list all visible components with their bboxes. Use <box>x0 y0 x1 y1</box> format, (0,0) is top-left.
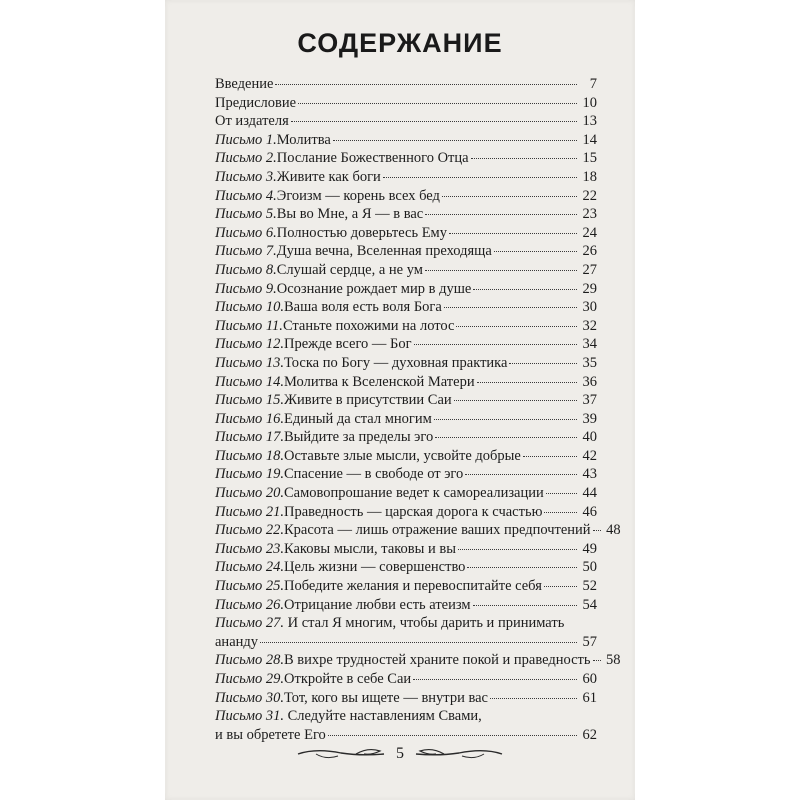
toc-entry-title-continued: ананду <box>215 633 259 650</box>
toc-entry-label: Письмо 31. <box>215 708 285 725</box>
toc-entry-label: Письмо 11. <box>215 317 283 334</box>
dot-leader <box>435 436 577 438</box>
toc-entry <box>215 373 597 392</box>
toc-entry-title: Выйдите за пределы эго <box>284 429 434 446</box>
toc-entry-page: 24 <box>582 224 597 241</box>
toc-entry-page: 36 <box>582 373 597 390</box>
toc-entry-page: 32 <box>582 317 597 334</box>
toc-entry-title-continued: и вы обретете Его <box>215 726 326 743</box>
toc-entry <box>215 558 597 577</box>
book-page <box>165 0 635 800</box>
toc-entry-page: 62 <box>582 726 597 743</box>
toc-entry-title: Живите в присутствии Саи <box>284 392 452 409</box>
toc-entry-label: Письмо 21. <box>215 503 285 520</box>
toc-entry-label: Письмо 13. <box>215 354 285 371</box>
dot-leader <box>413 678 577 680</box>
toc-entry <box>215 280 597 299</box>
toc-entry-page: 22 <box>582 187 597 204</box>
dot-leader <box>425 213 577 215</box>
toc-entry <box>215 261 597 280</box>
toc-entry-title: Осознание рождает мир в душе <box>276 280 472 297</box>
toc-entry-label: Письмо 15. <box>215 392 285 409</box>
toc-entry-title: Самовопрошание ведет к самореализации <box>284 485 544 502</box>
toc-entry-page: 50 <box>582 559 597 576</box>
toc-entry <box>215 521 621 540</box>
toc-entry-page: 48 <box>606 522 621 539</box>
dot-leader <box>434 418 577 420</box>
dot-leader <box>509 362 577 364</box>
toc-entry <box>215 298 597 317</box>
toc-entry <box>215 75 597 94</box>
toc-entry-title: Красота — лишь отражение ваших предпочтений <box>284 522 591 539</box>
toc-entry-label: Письмо 5. <box>215 206 277 223</box>
toc-entry <box>215 614 597 651</box>
toc-entry-title: Вы во Мне, а Я — в вас <box>276 206 424 223</box>
toc-entry-page: 52 <box>582 578 597 595</box>
dot-leader <box>593 529 601 531</box>
toc-entry-page: 40 <box>582 429 597 446</box>
toc-entry-label: Письмо 25. <box>215 578 285 595</box>
toc-entry-page: 14 <box>582 131 597 148</box>
toc-entry-label: Письмо 27. <box>215 615 285 632</box>
toc-entry-title: Станьте похожими на лотос <box>282 317 455 334</box>
toc-entry-page: 42 <box>582 447 597 464</box>
toc-entry-title: Прежде всего — Бог <box>284 336 412 353</box>
dot-leader <box>471 157 577 159</box>
toc-entry <box>215 596 597 615</box>
toc-entry-label: Письмо 4. <box>215 187 277 204</box>
dot-leader <box>454 399 577 401</box>
left-ornament-icon <box>296 746 386 762</box>
toc-entry <box>215 428 597 447</box>
dot-leader <box>449 232 577 234</box>
toc-entry-title: Эгоизм — корень всех бед <box>276 187 440 204</box>
toc-entry <box>215 577 597 596</box>
toc-entry-label: Письмо 3. <box>215 168 277 185</box>
dot-leader <box>544 585 577 587</box>
dot-leader <box>490 697 577 699</box>
toc-entry <box>215 354 597 373</box>
toc-entry-page: 44 <box>582 485 597 502</box>
page-title: СОДЕРЖАНИЕ <box>297 28 503 58</box>
toc-entry-title: Откройте в себе Саи <box>284 671 412 687</box>
toc-entry <box>215 94 597 113</box>
toc-entry-label: Письмо 6. <box>215 224 277 241</box>
toc-entry-page: 23 <box>582 206 597 223</box>
toc-entry-label: Письмо 2. <box>215 150 277 167</box>
toc-entry-label: Письмо 12. <box>215 336 285 353</box>
toc-entry-page: 61 <box>582 689 597 706</box>
toc-entry-title: Предисловие <box>215 94 297 111</box>
toc-entry-title: И стал Я многим, чтобы дарить и принимать <box>287 615 565 632</box>
dot-leader <box>467 566 577 568</box>
toc-entry-title: Победите желания и перевоспитайте себя <box>284 578 542 595</box>
toc-entry-label: Письмо 10. <box>215 299 285 316</box>
toc-entry-page: 39 <box>582 410 597 427</box>
dot-leader <box>593 659 601 661</box>
toc-entry-page: 13 <box>582 113 597 130</box>
toc-entry-label: Письмо 22. <box>215 522 285 539</box>
toc-entry-label: Письмо 18. <box>215 447 285 464</box>
toc-entry <box>215 335 597 354</box>
toc-entry-page: 43 <box>582 466 597 483</box>
toc-entry <box>215 689 597 708</box>
dot-leader <box>456 325 577 327</box>
page-number: 5 <box>396 745 404 762</box>
dot-leader <box>383 176 577 178</box>
toc-entry <box>215 484 597 503</box>
toc-entry-title: Введение <box>215 76 274 92</box>
table-of-contents <box>215 75 621 744</box>
toc-entry-title: Молитва к Вселенской Матери <box>284 373 475 390</box>
toc-entry-title: От издателя <box>215 113 289 130</box>
toc-entry-title: Молитва <box>276 131 331 148</box>
toc-entry-title: Душа вечна, Вселенная преходяща <box>276 243 492 260</box>
toc-entry-label: Письмо 26. <box>215 596 285 613</box>
toc-entry-label: Письмо 9. <box>215 280 277 297</box>
toc-entry <box>215 317 597 336</box>
toc-entry-title: Праведность — царская дорога к счастью <box>284 503 543 520</box>
toc-entry-page: 54 <box>582 596 597 613</box>
toc-entry-page: 7 <box>589 76 597 92</box>
toc-entry-label: Письмо 8. <box>215 261 277 278</box>
toc-entry <box>215 224 597 243</box>
dot-leader <box>425 269 577 271</box>
toc-entry-label: Письмо 23. <box>215 540 285 557</box>
toc-entry-title: Цель жизни — совершенство <box>284 559 466 576</box>
toc-entry <box>215 410 597 429</box>
toc-entry <box>215 651 621 670</box>
toc-entry-page: 60 <box>582 671 597 687</box>
toc-entry-label: Письмо 19. <box>215 466 285 483</box>
dot-leader <box>458 548 577 550</box>
dot-leader <box>260 641 577 643</box>
dot-leader <box>298 102 577 104</box>
toc-entry-page: 29 <box>582 280 597 297</box>
dot-leader <box>473 604 577 606</box>
toc-entry <box>215 670 597 689</box>
toc-entry-page: 26 <box>582 243 597 260</box>
toc-entry <box>215 112 597 131</box>
dot-leader <box>546 492 577 494</box>
dot-leader <box>544 511 577 513</box>
toc-entry-page: 46 <box>582 503 597 520</box>
toc-entry-label: Письмо 30. <box>215 689 285 706</box>
toc-entry-label: Письмо 1. <box>215 131 277 148</box>
dot-leader <box>444 306 577 308</box>
toc-entry-page: 27 <box>582 261 597 278</box>
toc-entry <box>215 242 597 261</box>
toc-entry-title: В вихре трудностей храните покой и праведность <box>284 652 591 669</box>
dot-leader <box>465 473 577 475</box>
toc-entry <box>215 168 597 187</box>
dot-leader <box>333 139 577 141</box>
toc-entry-label: Письмо 24. <box>215 559 285 576</box>
toc-entry-label: Письмо 29. <box>215 671 285 687</box>
toc-entry <box>215 205 597 224</box>
toc-entry-title: Оставьте злые мысли, усвойте добрые <box>284 447 521 464</box>
toc-entry <box>215 131 597 150</box>
toc-entry-title: Послание Божественного Отца <box>276 150 469 167</box>
dot-leader <box>523 455 577 457</box>
toc-entry-page: 58 <box>606 652 621 669</box>
toc-entry-label: Письмо 20. <box>215 485 285 502</box>
dot-leader <box>291 120 577 122</box>
toc-entry-title: Слушай сердце, а не ум <box>276 261 423 278</box>
toc-entry-page: 30 <box>582 299 597 316</box>
toc-entry-page: 49 <box>582 540 597 557</box>
toc-entry-page: 35 <box>582 354 597 371</box>
toc-entry-page: 18 <box>582 168 597 185</box>
dot-leader <box>328 734 577 736</box>
toc-entry-title: Следуйте наставлениям Свами, <box>287 708 482 725</box>
toc-entry <box>215 465 597 484</box>
page-footer <box>165 742 635 766</box>
dot-leader <box>494 250 577 252</box>
toc-entry-label: Письмо 17. <box>215 429 285 446</box>
toc-entry <box>215 149 597 168</box>
dot-leader <box>414 343 577 345</box>
toc-entry-title: Тоска по Богу — духовная практика <box>284 354 508 371</box>
toc-entry-title: Каковы мысли, таковы и вы <box>284 540 456 557</box>
toc-entry-label: Письмо 14. <box>215 373 285 390</box>
dot-leader <box>442 195 577 197</box>
toc-entry <box>215 540 597 559</box>
toc-entry-title: Единый да стал многим <box>284 410 432 427</box>
toc-entry <box>215 707 597 744</box>
toc-entry <box>215 503 597 522</box>
toc-entry-label: Письмо 28. <box>215 652 285 669</box>
dot-leader <box>473 288 577 290</box>
toc-entry-title: Отрицание любви есть атеизм <box>284 596 471 613</box>
right-ornament-icon <box>414 746 504 762</box>
toc-entry-title: Полностью доверьтесь Ему <box>276 224 447 241</box>
toc-entry-page: 15 <box>582 150 597 167</box>
toc-entry-title: Тот, кого вы ищете — внутри вас <box>284 689 488 706</box>
toc-entry-label: Письмо 7. <box>215 243 277 260</box>
toc-entry <box>215 187 597 206</box>
toc-entry-page: 10 <box>582 94 597 111</box>
toc-entry-title: Ваша воля есть воля Бога <box>284 299 442 316</box>
dot-leader <box>477 381 577 383</box>
toc-entry-title: Спасение — в свободе от эго <box>284 466 464 483</box>
toc-entry <box>215 391 597 410</box>
toc-entry-page: 34 <box>582 336 597 353</box>
toc-entry-label: Письмо 16. <box>215 410 285 427</box>
dot-leader <box>275 83 577 85</box>
toc-entry <box>215 447 597 466</box>
toc-entry-page: 57 <box>582 633 597 650</box>
toc-entry-title: Живите как боги <box>276 168 381 185</box>
toc-entry-page: 37 <box>582 392 597 409</box>
